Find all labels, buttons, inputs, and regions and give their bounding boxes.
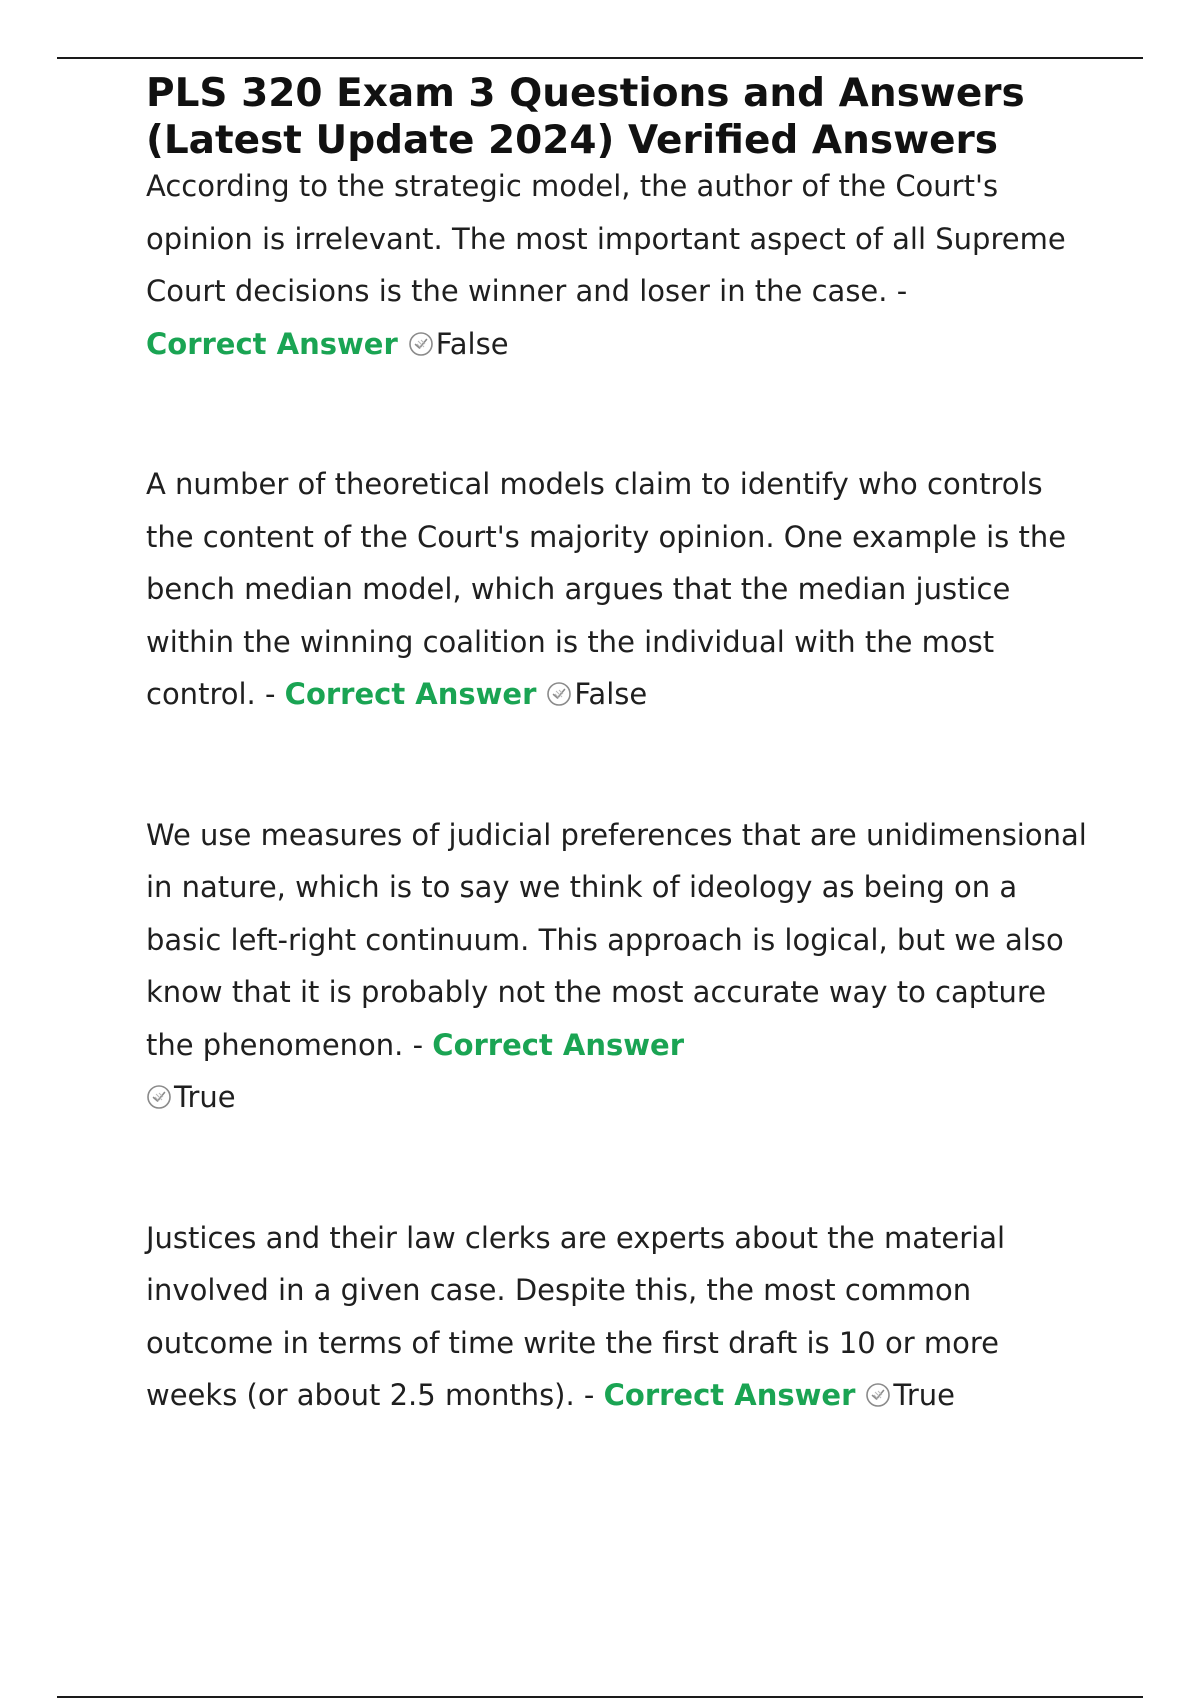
answer-value: True — [893, 1378, 955, 1412]
qa-item — [146, 809, 1096, 1124]
question-text: We use measures of judicial preferences that are unidimensional in nature, which is to say we think of ideology as being on a basic left-right continuum. This approach is logical, but we also know that it is probably not the most accurate way to capture the phenomenon. — [146, 817, 1087, 1062]
check-circle-icon — [146, 1084, 172, 1110]
bottom-rule — [57, 1696, 1143, 1698]
answer-value: False — [574, 677, 648, 711]
answer-separator: - — [887, 274, 908, 308]
check-circle-icon — [865, 1382, 891, 1408]
question-text: A number of theoretical models claim to identify who controls the content of the Court's majority opinion. One example is the bench median model, which argues that the median justice within the winning coalition is the individual with the most control. — [146, 467, 1067, 711]
correct-answer-label: Correct Answer — [603, 1378, 856, 1412]
answer-separator: - — [403, 1027, 433, 1062]
top-rule — [57, 57, 1143, 59]
correct-answer-label: Correct Answer — [284, 677, 537, 711]
document-body — [146, 70, 1096, 1422]
check-circle-icon — [408, 331, 434, 357]
correct-answer-label: Correct Answer — [146, 326, 398, 361]
check-circle-icon — [546, 681, 572, 707]
question-text: Justices and their law clerks are experts about the material involved in a given case. Despite this, the most common outcome in terms of time write the first draft is 10 or more weeks (or about 2.5 months). — [146, 1220, 1006, 1412]
title-line-1: PLS 320 Exam 3 Questions and Answers — [146, 71, 1025, 116]
answer-separator: - — [255, 677, 285, 711]
answer-separator: - — [574, 1378, 604, 1412]
question-text: According to the strategic model, the author of the Court's opinion is irrelevant. The most important aspect of all Supreme Court decisions is the winner and loser in the case. — [146, 169, 1066, 308]
correct-answer-label: Correct Answer — [432, 1027, 685, 1062]
qa-item — [146, 458, 1096, 721]
qa-item — [146, 160, 1096, 370]
title-line-2: (Latest Update 2024) Verified Answers — [146, 118, 999, 163]
answer-value: True — [174, 1080, 236, 1114]
answer-value: False — [435, 326, 509, 361]
qa-item — [146, 1212, 1096, 1422]
document-title — [146, 70, 1096, 164]
